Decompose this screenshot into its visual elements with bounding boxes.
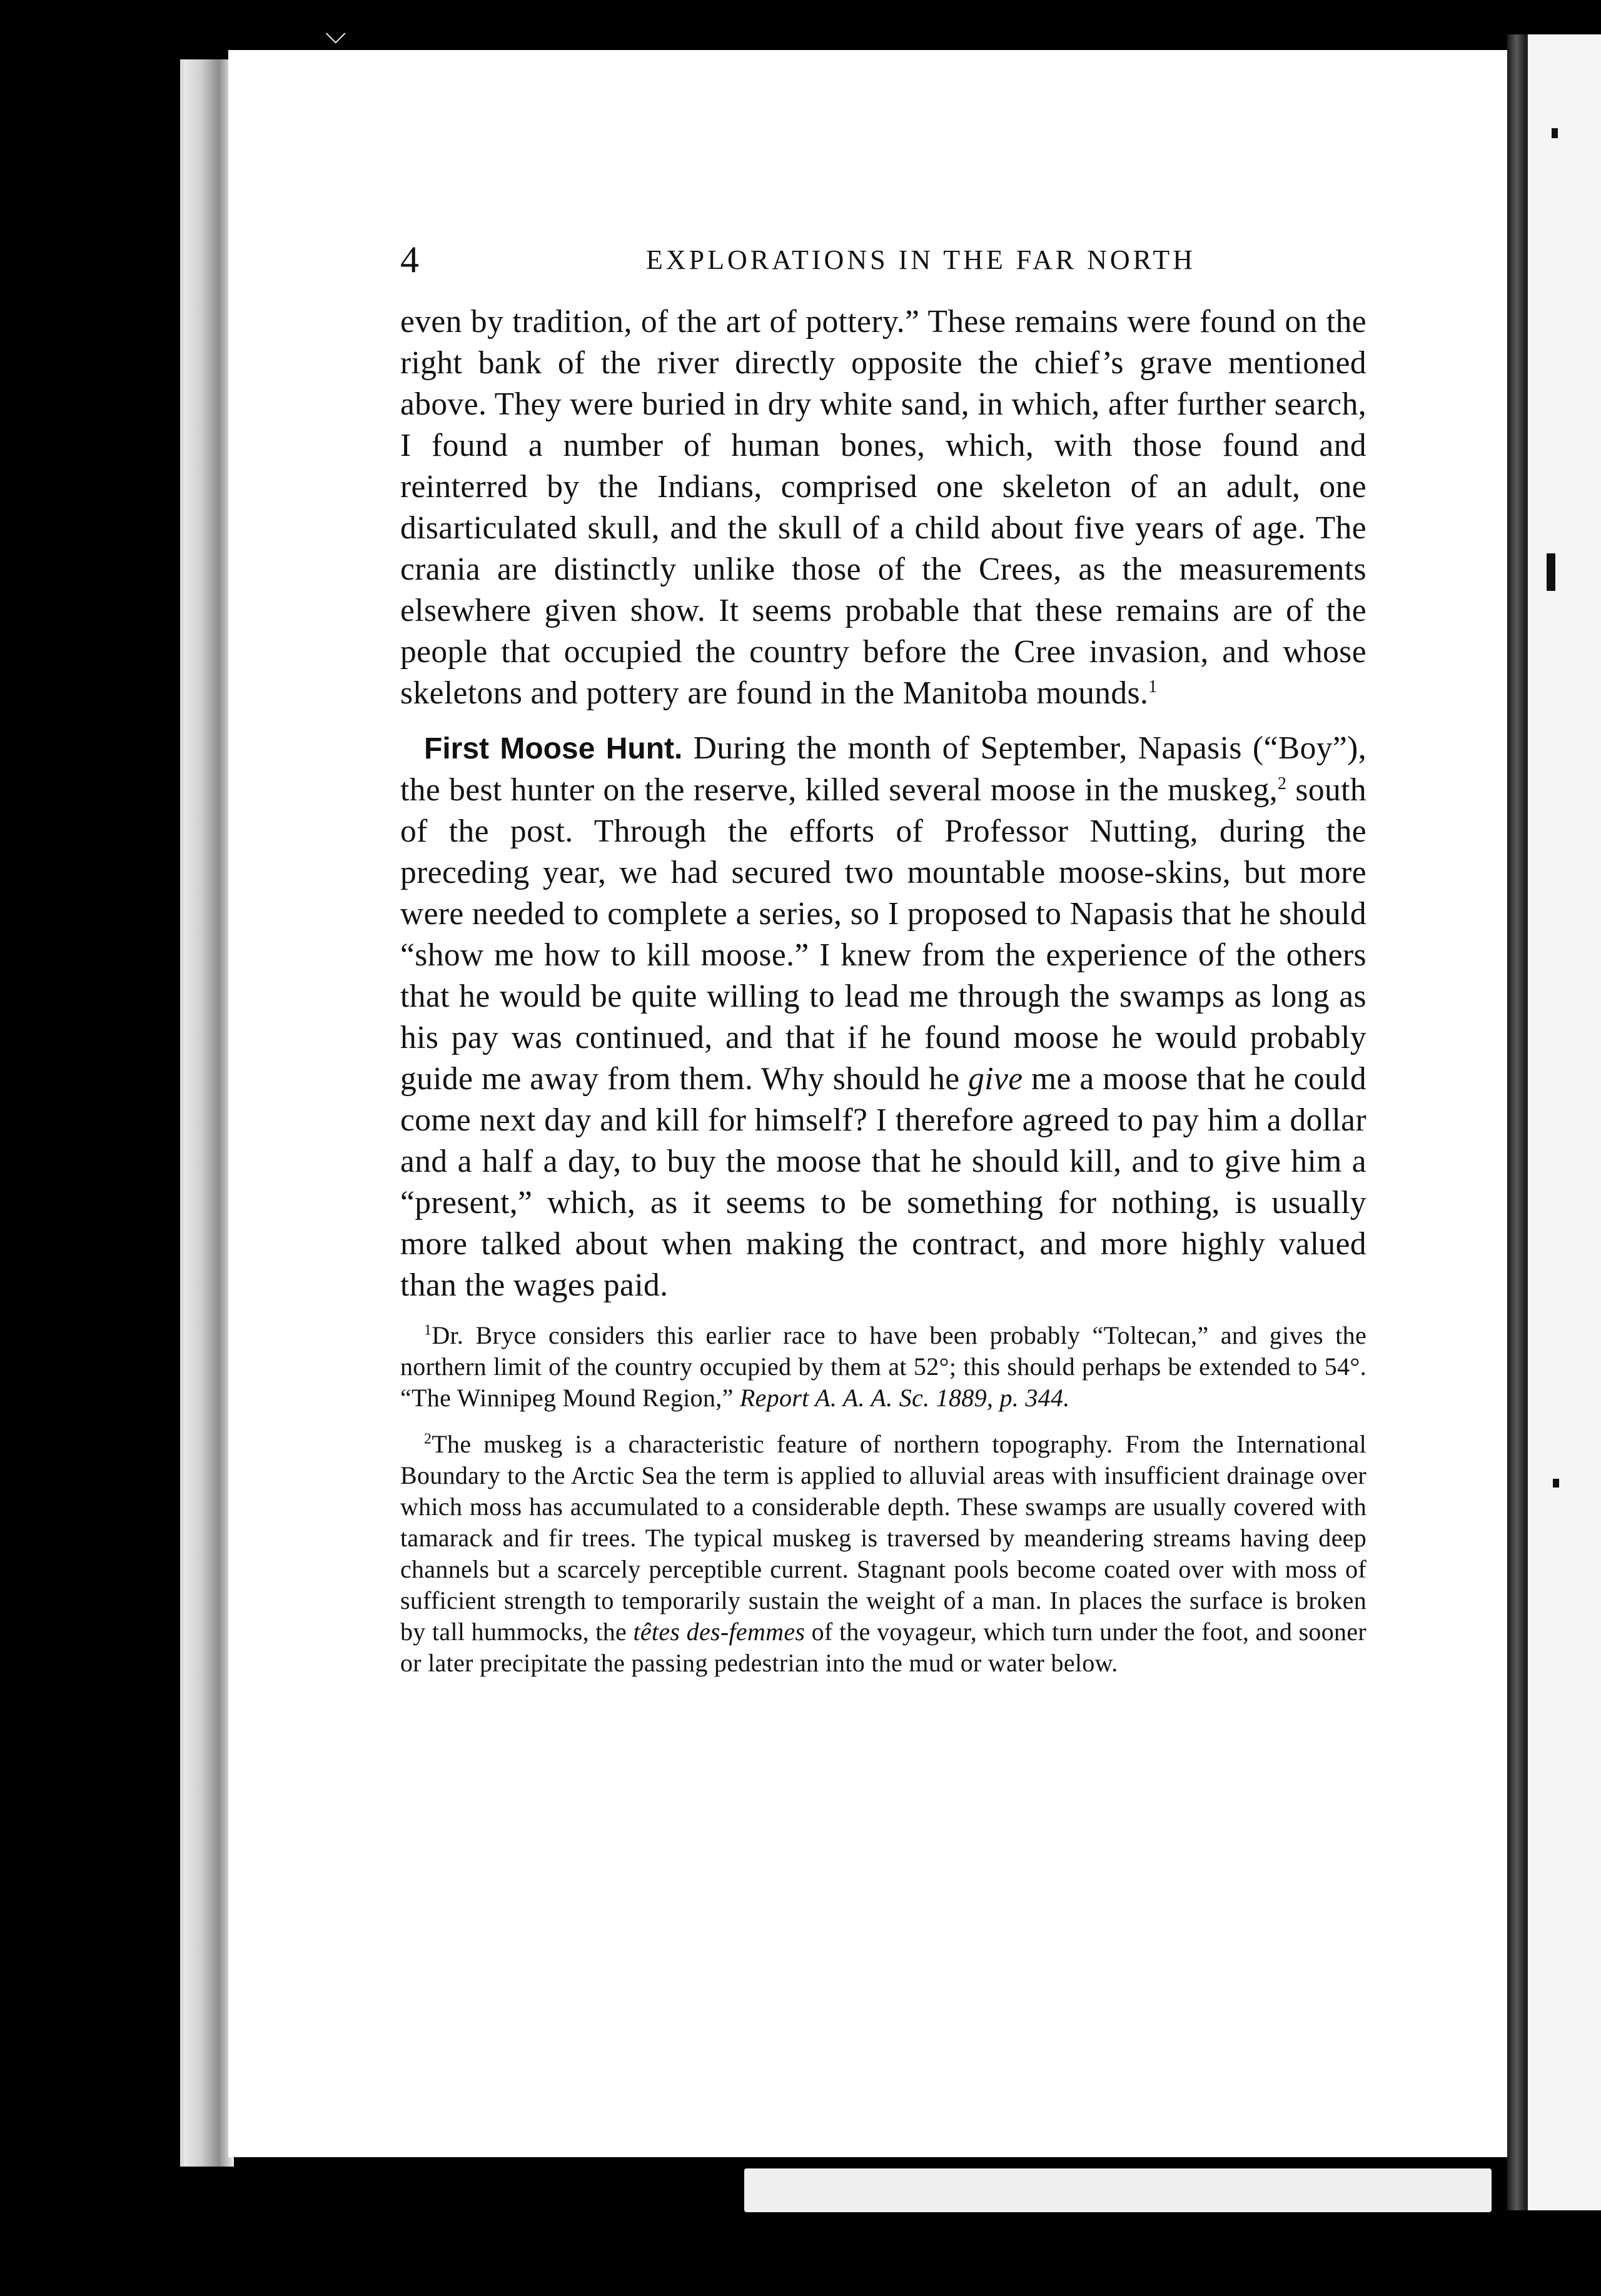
book-page [228, 50, 1507, 2157]
footnote-2 [400, 1429, 1366, 1679]
running-title: EXPLORATIONS IN THE FAR NORTH [646, 244, 1196, 275]
page-number: 4 [400, 239, 419, 280]
paragraph-continuation-text: even by tradition, of the art of pottery.” These remains were found on the right bank of the river directly opposite the chief’s grave mentioned above. They were buried in dry white sand, in which, after further search, I found a number of human bones, which, with those found and reinterred by the Indians, comprised one skeleton of an adult, one disarticulated skull, and the skull of a child about five years of age. The crania are distinctly unlike those of the Crees, as the measurements elsewhere given show. It seems probable that these remains are of the people that occupied the country before the Cree invasion, and whose skeletons and pottery are found in the Manitoba mounds. [400, 304, 1366, 711]
footnote-marker: 1 [424, 1322, 432, 1339]
book-gutter [1507, 34, 1526, 2210]
paragraph-text-a: During the month of September, Napasis (“Boy”), the best hunter on the reserve, killed several moose in the muskeg, [400, 730, 1367, 808]
footnote-text-b: of the voyageur, which turn under the foot, and sooner or later precipitate the passing pedestrian into the mud or water below. [400, 1618, 1367, 1677]
emphasized-word: give [968, 1061, 1023, 1097]
footnote-emphasis: têtes des-femmes [633, 1618, 806, 1646]
section-sidehead: First Moose Hunt. [424, 732, 683, 765]
footnote-reference-1[interactable]: 1 [1148, 677, 1158, 697]
running-head [400, 238, 1366, 294]
paragraph-text-b: south of the post. Through the efforts of Professor Nutting, during the preceding year, we had secured two mountable moose-skins, but more were needed to complete a series, so I proposed to Napasis that he should “show me how to kill moose.” I knew from the experience of the others that he would be quite willing to lead me through the swamps as long as his pay was continued, and that if he found moose he would probably guide me away from them. Why should he [400, 772, 1366, 1097]
footnote-1 [400, 1320, 1366, 1414]
footnote-marker: 2 [424, 1431, 432, 1448]
footnotes [400, 1320, 1366, 1679]
page-content [400, 238, 1366, 1694]
footnote-text: Dr. Bryce considers this earlier race to have been probably “Toltecan,” and gives the northern limit of the country occupied by them at 52°; this should perhaps be extended to 54°. “The Winnipeg Mound Region,” [400, 1321, 1366, 1412]
footnote-citation: Report A. A. A. Sc. 1889, p. 344. [739, 1384, 1070, 1412]
paragraph-text-c: me a moose that he could come next day and kill for himself? I therefore agreed to pay him a dollar and a half a day, to buy the moose that he should kill, and to give him a “present,” which, as it seems to be something for nothing, is usually more talked about when making the contract, and more highly valued than the wages paid. [400, 1061, 1367, 1303]
scan-corner-mark: ⌵ [325, 19, 346, 49]
footnote-text-a: The muskeg is a characteristic feature of northern topography. From the International Boundary to the Arctic Sea the term is applied to alluvial areas with insufficient drainage over which moss has accumulated to a considerable depth. These swamps are usually covered with tamarack and fir trees. The typical muskeg is traversed by meandering streams having deep channels but a scarcely perceptible current. Stagnant pools become coated over with moss of sufficient strength to temporarily sustain the weight of a man. In places the surface is broken by tall hummocks, the [400, 1430, 1366, 1646]
footnote-reference-2[interactable]: 2 [1278, 773, 1287, 793]
paragraph-continuation [400, 301, 1366, 714]
paragraph-first-moose-hunt [400, 728, 1366, 1306]
scan-bottom-strip [744, 2168, 1492, 2212]
book-page-edge [180, 59, 234, 2167]
facing-page-edge [1526, 34, 1601, 2210]
